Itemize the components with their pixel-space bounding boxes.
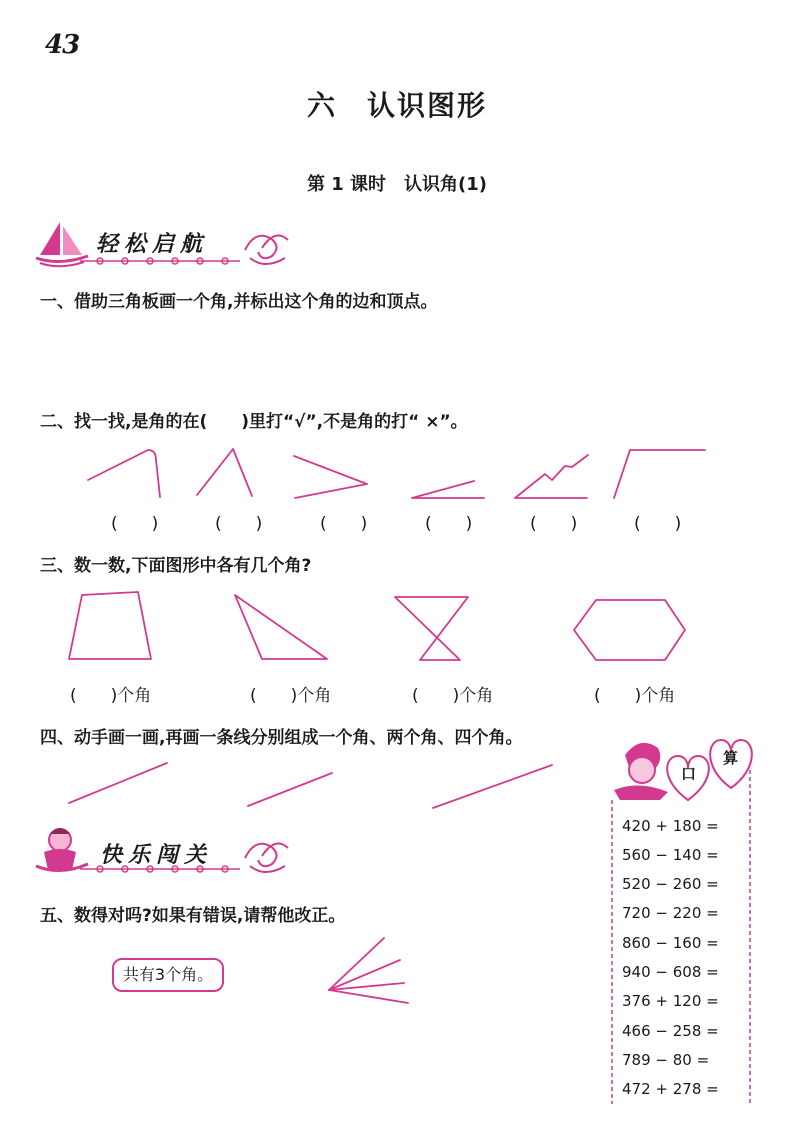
q4-lines	[69, 763, 552, 808]
q2-answer-blank[interactable]: ( )	[320, 514, 368, 534]
swirl-ornament-icon	[245, 236, 288, 265]
mental-math-problem: 560 − 140 =	[622, 846, 719, 864]
q2-figure-3	[294, 456, 367, 498]
q2-figure-1	[88, 450, 160, 497]
mental-math-problem: 940 − 608 =	[622, 963, 719, 981]
mental-math-problem: 376 + 120 =	[622, 992, 719, 1010]
question-2: 二、找一找,是角的在( )里打“√”,不是角的打“ ×”。	[40, 412, 468, 432]
q3-answer-blank[interactable]: ( )个角	[594, 686, 676, 706]
girl-mascot-icon	[614, 743, 668, 800]
heart-label-right: 算	[723, 749, 739, 767]
lesson-title: 第 1 课时 认识角(1)	[306, 174, 488, 195]
q5-rays	[329, 938, 408, 1003]
q2-answer-blank[interactable]: ( )	[425, 514, 473, 534]
q3-trapezoid	[69, 592, 151, 659]
mental-math-problem: 472 + 278 =	[622, 1080, 719, 1098]
q3-answer-blank[interactable]: ( )个角	[250, 686, 332, 706]
banner-underline	[80, 258, 240, 264]
mental-math-problem: 860 − 160 =	[622, 934, 719, 952]
q2-answer-blank[interactable]: ( )	[215, 514, 263, 534]
q4-line-3	[433, 765, 552, 808]
mental-math-problem: 720 − 220 =	[622, 904, 719, 922]
q2-answer-blank[interactable]: ( )	[530, 514, 578, 534]
section-banner-happy-challenge: 快乐闯关	[100, 842, 213, 868]
q2-answer-blank[interactable]: ( )	[634, 514, 682, 534]
question-3: 三、数一数,下面图形中各有几个角?	[40, 556, 312, 576]
q4-line-1	[69, 763, 167, 803]
q3-answer-blank[interactable]: ( )个角	[70, 686, 152, 706]
speech-bubble: 共有3个角。	[112, 958, 224, 992]
q2-figure-4	[412, 481, 484, 498]
q3-answer-blank[interactable]: ( )个角	[412, 686, 494, 706]
question-4: 四、动手画一画,再画一条线分别组成一个角、两个角、四个角。	[40, 728, 523, 748]
swirl-ornament-icon	[245, 844, 288, 873]
q2-figure-2	[197, 449, 252, 496]
q2-figures	[88, 449, 705, 498]
q2-answer-blank[interactable]: ( )	[111, 514, 159, 534]
q3-hourglass	[395, 597, 468, 660]
question-5: 五、数得对吗?如果有错误,请帮他改正。	[40, 906, 346, 926]
mental-math-problem: 466 − 258 =	[622, 1022, 719, 1040]
mental-math-problem: 520 − 260 =	[622, 875, 719, 893]
mental-math-problem: 789 − 80 =	[622, 1051, 710, 1069]
q3-triangle	[235, 595, 327, 659]
sailboat-icon	[36, 222, 88, 266]
q2-figure-6	[614, 450, 705, 498]
page-number: 43	[45, 30, 80, 60]
section-banner-easy-start: 轻松启航	[96, 231, 209, 257]
question-1: 一、借助三角板画一个角,并标出这个角的边和顶点。	[40, 292, 438, 312]
boy-mascot-icon	[36, 828, 88, 871]
q2-figure-5	[515, 455, 588, 498]
mental-math-problem: 420 + 180 =	[622, 817, 719, 835]
heart-label-left: 口	[681, 765, 697, 783]
q4-line-2	[248, 773, 332, 806]
q3-figures	[69, 592, 685, 660]
q3-hexagon	[574, 600, 685, 660]
chapter-title: 六 认识图形	[306, 89, 487, 122]
